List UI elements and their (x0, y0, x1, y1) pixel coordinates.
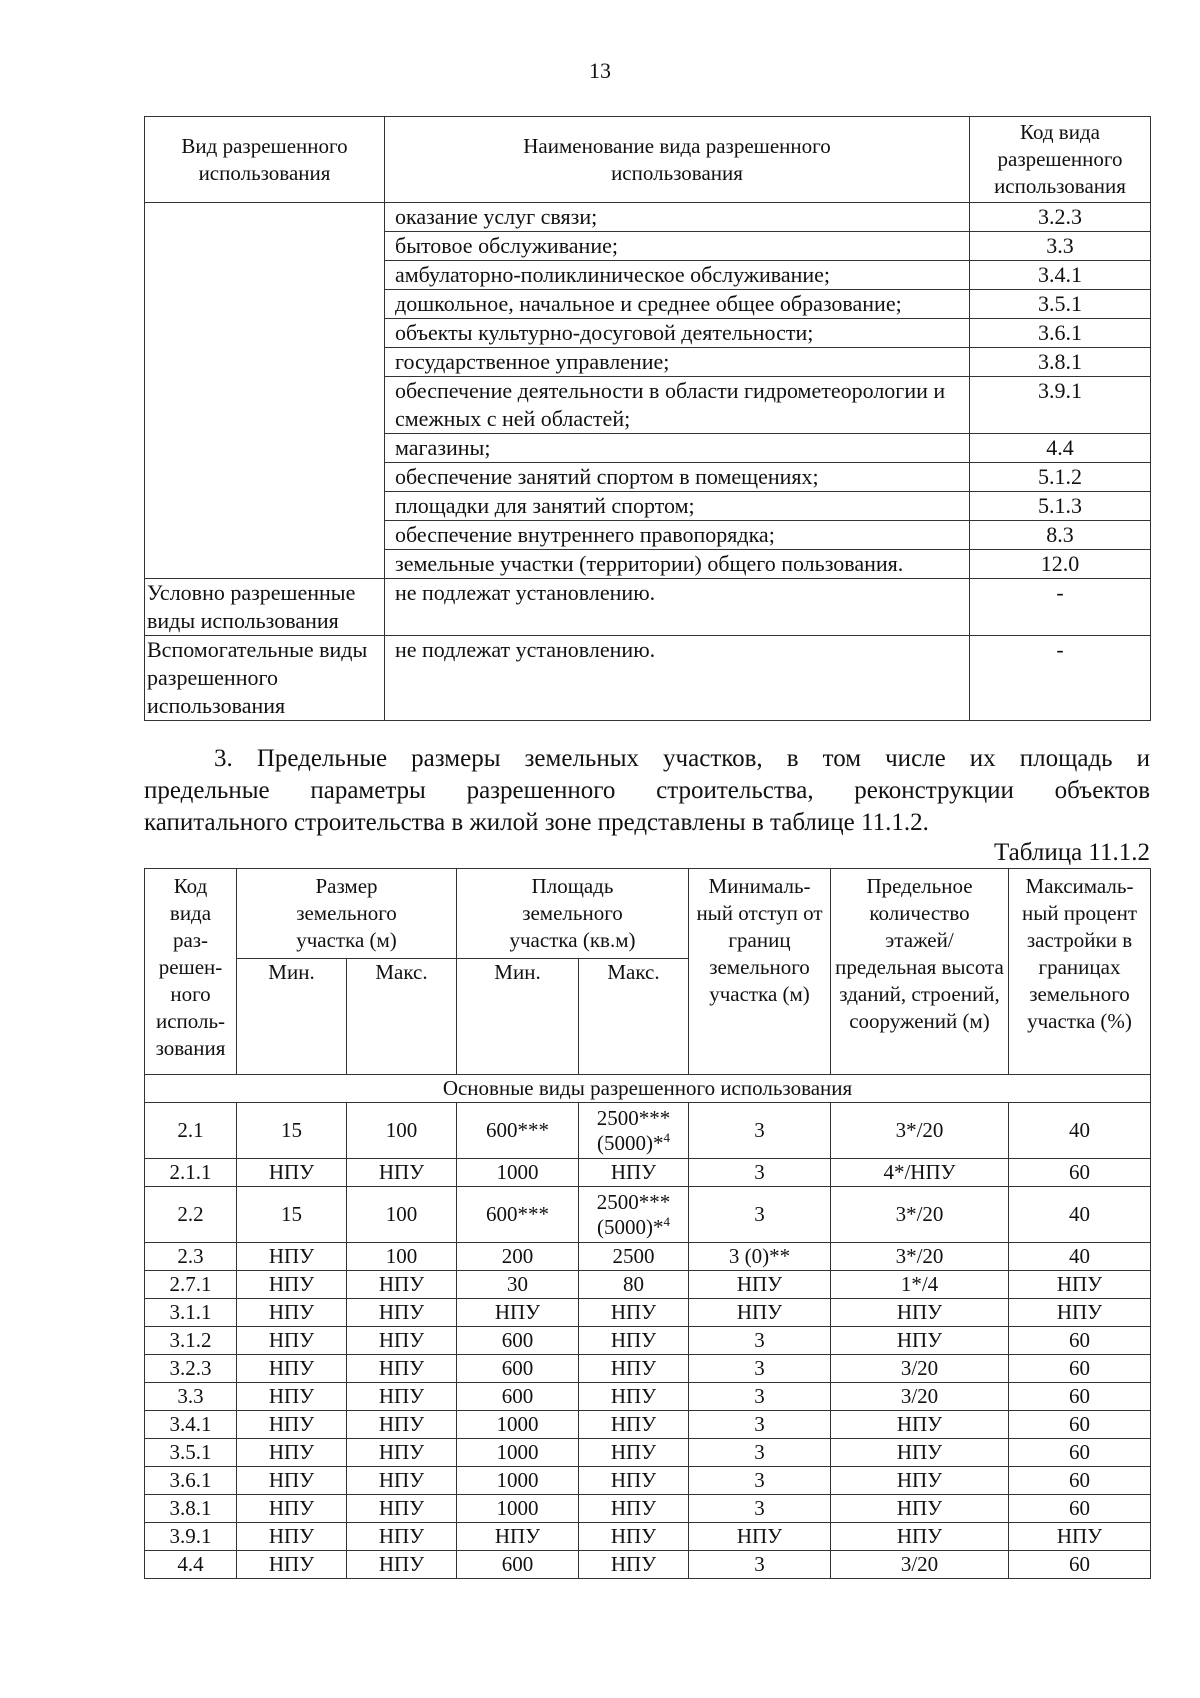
param-row (145, 1271, 1151, 1299)
param-floors-cell: НПУ (831, 1523, 1009, 1551)
param-coverage-cell: 60 (1009, 1439, 1151, 1467)
param-size-min-cell: НПУ (237, 1299, 347, 1327)
param-size-max-cell: НПУ (347, 1495, 457, 1523)
param-size-min-cell: НПУ (237, 1327, 347, 1355)
param-area-min-cell: НПУ (457, 1523, 579, 1551)
param-coverage-cell: 60 (1009, 1327, 1151, 1355)
header-code: Код вида раз-решен-ного исполь-зования (145, 869, 237, 1075)
param-area-min-cell: 600*** (457, 1187, 579, 1243)
use-name-cell: дошкольное, начальное и среднее общее образование; (385, 290, 970, 319)
param-code-cell: 3.4.1 (145, 1411, 237, 1439)
param-code-cell: 4.4 (145, 1551, 237, 1579)
param-code-cell: 2.1 (145, 1103, 237, 1159)
param-size-max-cell: 100 (347, 1103, 457, 1159)
param-size-min-cell: НПУ (237, 1467, 347, 1495)
use-code-cell: 3.9.1 (970, 377, 1151, 434)
param-area-max-cell: НПУ (579, 1299, 689, 1327)
param-size-min-cell: НПУ (237, 1551, 347, 1579)
header-plot-area: Площадь земельного участка (кв.м) (457, 869, 689, 959)
area-max-line: 2500*** (596, 1189, 671, 1214)
param-coverage-cell: 60 (1009, 1355, 1151, 1383)
table-caption: Таблица 11.1.2 (994, 839, 1150, 866)
param-row (145, 1159, 1151, 1187)
param-area-max-cell: НПУ (579, 1159, 689, 1187)
param-row (145, 1103, 1151, 1159)
param-setback-cell: 3 (689, 1187, 831, 1243)
auxiliary-uses-name-cell: не подлежат установлению. (385, 636, 970, 721)
param-size-max-cell: НПУ (347, 1327, 457, 1355)
param-area-min-cell: 600 (457, 1327, 579, 1355)
page-number: 13 (589, 58, 611, 83)
param-coverage-cell: 60 (1009, 1551, 1151, 1579)
param-code-cell: 3.2.3 (145, 1355, 237, 1383)
param-coverage-cell: НПУ (1009, 1299, 1151, 1327)
param-area-max-cell: 2500 (579, 1243, 689, 1271)
param-row (145, 1467, 1151, 1495)
param-code-cell: 2.2 (145, 1187, 237, 1243)
param-size-min-cell: НПУ (237, 1159, 347, 1187)
use-name-cell: государственное управление; (385, 348, 970, 377)
paragraph-3 (144, 743, 1150, 839)
param-setback-cell: 3 (689, 1467, 831, 1495)
header-size-min: Мин. (237, 959, 347, 1075)
param-area-max-cell (579, 1187, 689, 1243)
param-floors-cell: 4*/НПУ (831, 1159, 1009, 1187)
param-area-max-cell: НПУ (579, 1439, 689, 1467)
use-name-cell: объекты культурно-досуговой деятельности; (385, 319, 970, 348)
param-area-min-cell: 600*** (457, 1103, 579, 1159)
param-setback-cell: 3 (689, 1551, 831, 1579)
use-code-cell: 3.6.1 (970, 319, 1151, 348)
param-row (145, 1187, 1151, 1243)
param-row (145, 1327, 1151, 1355)
param-size-max-cell: НПУ (347, 1523, 457, 1551)
param-size-min-cell: НПУ (237, 1495, 347, 1523)
param-setback-cell: 3 (689, 1411, 831, 1439)
param-code-cell: 2.7.1 (145, 1271, 237, 1299)
header-size-max: Макс. (347, 959, 457, 1075)
param-setback-cell: 3 (689, 1383, 831, 1411)
param-size-max-cell: НПУ (347, 1299, 457, 1327)
param-size-max-cell: 100 (347, 1187, 457, 1243)
param-size-min-cell: НПУ (237, 1439, 347, 1467)
param-coverage-cell: 40 (1009, 1103, 1151, 1159)
param-area-max-cell: НПУ (579, 1467, 689, 1495)
param-setback-cell: 3 (0)** (689, 1243, 831, 1271)
use-name-cell: обеспечение внутреннего правопорядка; (385, 521, 970, 550)
use-name-cell: площадки для занятий спортом; (385, 492, 970, 521)
permitted-uses-body (145, 203, 1151, 721)
param-code-cell: 3.6.1 (145, 1467, 237, 1495)
use-code-cell: 3.8.1 (970, 348, 1151, 377)
param-coverage-cell: НПУ (1009, 1271, 1151, 1299)
param-area-min-cell: 1000 (457, 1439, 579, 1467)
footnote-mark: 4 (663, 1213, 670, 1229)
param-coverage-cell: 60 (1009, 1495, 1151, 1523)
area-max-value: (5000)* (597, 1130, 664, 1155)
param-area-min-cell: 1000 (457, 1159, 579, 1187)
param-area-max-cell (579, 1103, 689, 1159)
param-size-max-cell: НПУ (347, 1159, 457, 1187)
param-setback-cell: 3 (689, 1355, 831, 1383)
use-code-cell: 5.1.3 (970, 492, 1151, 521)
plot-parameters-body (145, 1075, 1151, 1579)
use-code-cell: 12.0 (970, 550, 1151, 579)
param-coverage-cell: НПУ (1009, 1523, 1151, 1551)
header-use-kind: Вид разрешенного использования (145, 117, 385, 203)
auxiliary-uses-row (145, 636, 1151, 721)
use-name-cell: оказание услуг связи; (385, 203, 970, 232)
plot-parameters-table (144, 868, 1151, 1579)
use-kind-cell (145, 203, 385, 579)
param-area-max-cell: НПУ (579, 1411, 689, 1439)
use-name-cell: обеспечение занятий спортом в помещениях; (385, 463, 970, 492)
param-size-max-cell: 100 (347, 1243, 457, 1271)
use-code-cell: 3.3 (970, 232, 1151, 261)
section-title: Основные виды разрешенного использования (145, 1075, 1151, 1103)
param-area-min-cell: 30 (457, 1271, 579, 1299)
use-name-cell: обеспечение деятельности в области гидрометеорологии и смежных с ней областей; (385, 377, 970, 434)
param-area-max-cell: НПУ (579, 1551, 689, 1579)
param-row (145, 1439, 1151, 1467)
param-code-cell: 2.1.1 (145, 1159, 237, 1187)
param-floors-cell: 3/20 (831, 1551, 1009, 1579)
header-use-name: Наименование вида разрешенного использования (385, 117, 970, 203)
param-size-max-cell: НПУ (347, 1383, 457, 1411)
param-coverage-cell: 60 (1009, 1159, 1151, 1187)
param-floors-cell: НПУ (831, 1299, 1009, 1327)
use-code-cell: 3.5.1 (970, 290, 1151, 319)
param-setback-cell: 3 (689, 1439, 831, 1467)
header-floors: Предельное количество этажей/ предельная высота зданий, строений, сооружений (м) (831, 869, 1009, 1075)
param-area-max-cell: НПУ (579, 1495, 689, 1523)
param-setback-cell: 3 (689, 1327, 831, 1355)
param-size-min-cell: НПУ (237, 1411, 347, 1439)
param-area-max-cell: НПУ (579, 1523, 689, 1551)
param-coverage-cell: 60 (1009, 1467, 1151, 1495)
param-code-cell: 2.3 (145, 1243, 237, 1271)
header-plot-size: Размер земельного участка (м) (237, 869, 457, 959)
param-area-min-cell: 600 (457, 1383, 579, 1411)
param-floors-cell: 1*/4 (831, 1271, 1009, 1299)
param-row (145, 1383, 1151, 1411)
permitted-uses-table (144, 116, 1151, 721)
param-row (145, 1299, 1151, 1327)
param-floors-cell: 3/20 (831, 1383, 1009, 1411)
use-name-cell: магазины; (385, 434, 970, 463)
header-area-min: Мин. (457, 959, 579, 1075)
param-size-max-cell: НПУ (347, 1551, 457, 1579)
param-row (145, 1551, 1151, 1579)
param-coverage-cell: 40 (1009, 1187, 1151, 1243)
param-area-min-cell: 200 (457, 1243, 579, 1271)
footnote-mark: 4 (663, 1129, 670, 1145)
use-name-cell: бытовое обслуживание; (385, 232, 970, 261)
auxiliary-uses-kind-cell: Вспомогательные виды разрешенного использования (145, 636, 385, 721)
param-coverage-cell: 60 (1009, 1411, 1151, 1439)
paragraph-line: предельные параметры разрешенного строительства, реконструкции объектов (144, 777, 1150, 804)
param-row (145, 1243, 1151, 1271)
param-code-cell: 3.1.1 (145, 1299, 237, 1327)
header-setback: Минималь-ный отступ от границ земельного участка (м) (689, 869, 831, 1075)
use-code-cell: 5.1.2 (970, 463, 1151, 492)
paragraph-line: капитального строительства в жилой зоне представлены в таблице 11.1.2. (144, 809, 929, 836)
param-area-min-cell: 1000 (457, 1411, 579, 1439)
param-area-max-cell: НПУ (579, 1383, 689, 1411)
param-area-min-cell: 1000 (457, 1467, 579, 1495)
param-floors-cell: 3/20 (831, 1355, 1009, 1383)
param-size-min-cell: 15 (237, 1187, 347, 1243)
param-area-max-cell: НПУ (579, 1355, 689, 1383)
use-name-cell: земельные участки (территории) общего пользования. (385, 550, 970, 579)
param-size-min-cell: НПУ (237, 1243, 347, 1271)
param-setback-cell: НПУ (689, 1299, 831, 1327)
param-setback-cell: 3 (689, 1103, 831, 1159)
param-floors-cell: 3*/20 (831, 1243, 1009, 1271)
param-setback-cell: НПУ (689, 1523, 831, 1551)
use-code-cell: 3.2.3 (970, 203, 1151, 232)
header-area-max: Макс. (579, 959, 689, 1075)
param-floors-cell: 3*/20 (831, 1187, 1009, 1243)
header-use-code: Код вида разрешенного использования (970, 117, 1151, 203)
param-size-min-cell: НПУ (237, 1383, 347, 1411)
param-code-cell: 3.5.1 (145, 1439, 237, 1467)
param-size-max-cell: НПУ (347, 1271, 457, 1299)
param-row (145, 1355, 1151, 1383)
param-area-min-cell: 600 (457, 1551, 579, 1579)
conditional-uses-row (145, 579, 1151, 636)
param-size-max-cell: НПУ (347, 1355, 457, 1383)
param-code-cell: 3.9.1 (145, 1523, 237, 1551)
area-max-line (579, 1131, 688, 1156)
param-size-max-cell: НПУ (347, 1439, 457, 1467)
param-size-max-cell: НПУ (347, 1467, 457, 1495)
param-coverage-cell: 40 (1009, 1243, 1151, 1271)
param-area-min-cell: 1000 (457, 1495, 579, 1523)
param-area-max-cell: НПУ (579, 1327, 689, 1355)
area-max-value: (5000)* (597, 1214, 664, 1239)
conditional-uses-kind-cell: Условно разрешенные виды использования (145, 579, 385, 636)
param-area-min-cell: 600 (457, 1355, 579, 1383)
param-size-min-cell: НПУ (237, 1523, 347, 1551)
header-coverage: Максималь-ный процент застройки в границах земельного участка (%) (1009, 869, 1151, 1075)
param-floors-cell: НПУ (831, 1495, 1009, 1523)
param-row (145, 1523, 1151, 1551)
param-code-cell: 3.8.1 (145, 1495, 237, 1523)
param-setback-cell: 3 (689, 1495, 831, 1523)
param-floors-cell: НПУ (831, 1439, 1009, 1467)
param-code-cell: 3.3 (145, 1383, 237, 1411)
param-size-min-cell: НПУ (237, 1355, 347, 1383)
area-max-line (579, 1215, 688, 1240)
area-max-line: 2500*** (596, 1105, 671, 1130)
param-floors-cell: НПУ (831, 1327, 1009, 1355)
param-area-max-cell: 80 (579, 1271, 689, 1299)
use-row (145, 203, 1151, 232)
param-floors-cell: НПУ (831, 1467, 1009, 1495)
use-code-cell: 8.3 (970, 521, 1151, 550)
param-size-min-cell: 15 (237, 1103, 347, 1159)
param-setback-cell: 3 (689, 1159, 831, 1187)
param-row (145, 1495, 1151, 1523)
param-size-min-cell: НПУ (237, 1271, 347, 1299)
param-floors-cell: 3*/20 (831, 1103, 1009, 1159)
use-code-cell: 3.4.1 (970, 261, 1151, 290)
use-name-cell: амбулаторно-поликлиническое обслуживание; (385, 261, 970, 290)
param-floors-cell: НПУ (831, 1411, 1009, 1439)
paragraph-line: 3. Предельные размеры земельных участков, в том числе их площадь и (214, 745, 1150, 772)
conditional-uses-code-cell: - (970, 579, 1151, 636)
param-code-cell: 3.1.2 (145, 1327, 237, 1355)
conditional-uses-name-cell: не подлежат установлению. (385, 579, 970, 636)
param-area-min-cell: НПУ (457, 1299, 579, 1327)
param-coverage-cell: 60 (1009, 1383, 1151, 1411)
param-size-max-cell: НПУ (347, 1411, 457, 1439)
param-row (145, 1411, 1151, 1439)
param-setback-cell: НПУ (689, 1271, 831, 1299)
auxiliary-uses-code-cell: - (970, 636, 1151, 721)
use-code-cell: 4.4 (970, 434, 1151, 463)
